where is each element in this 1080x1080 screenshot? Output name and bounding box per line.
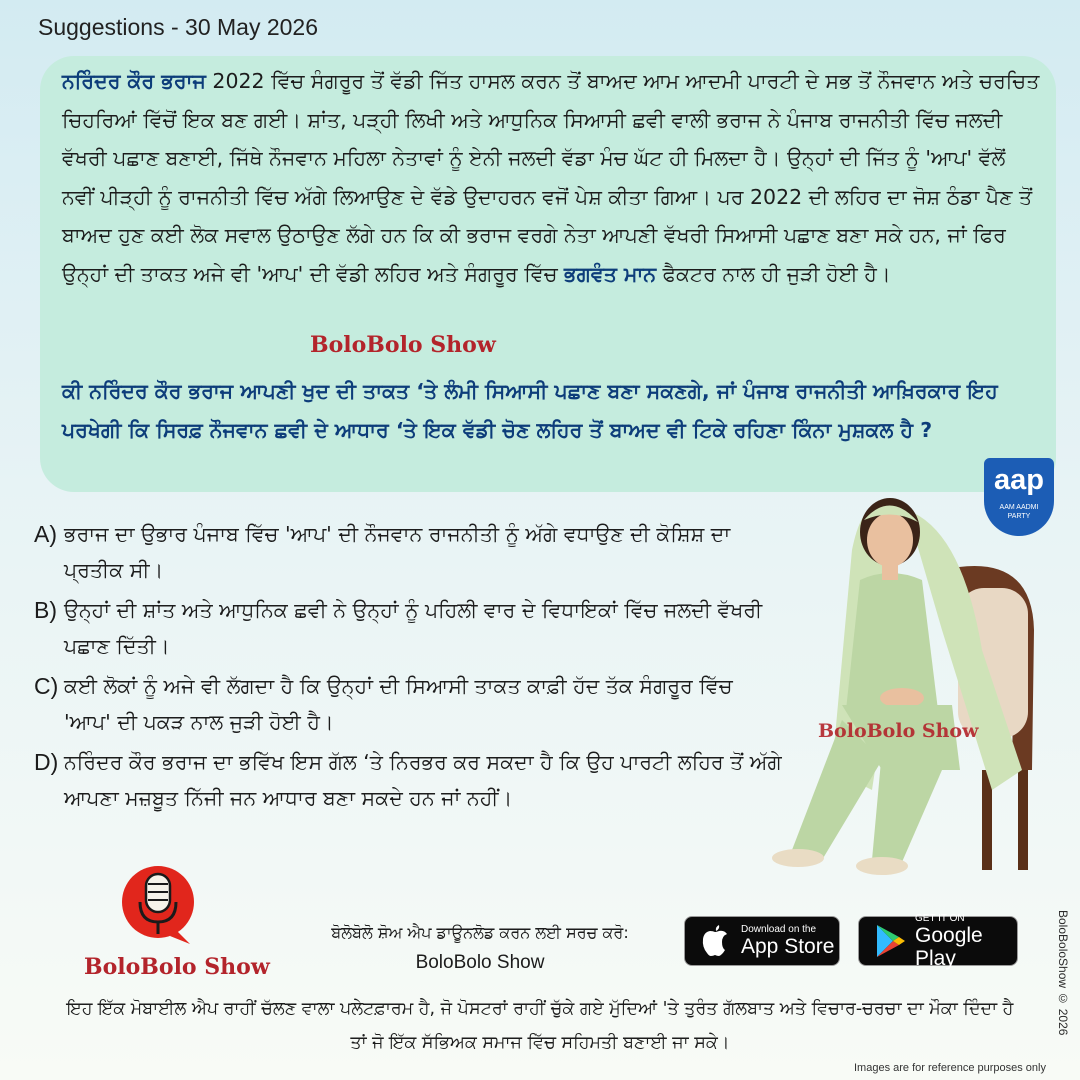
highlight-name: ਭਗਵੰਤ ਮਾਨ [564,261,657,286]
footer-description: ਇਹ ਇੱਕ ਮੋਬਾਈਲ ਐਪ ਰਾਹੀਂ ਚੱਲਣ ਵਾਲਾ ਪਲੇਟਫ਼ਾਰਮ ਹੈ, ਜੋ ਪੋਸਟਰਾਂ ਰਾਹੀਂ ਚੁੱਕੇ ਗਏ ਮੁੱਦਿਆਂ 'ਤੇ ਤੁਰੰਤ ਗੱਲਬਾਤ ਅਤੇ ਵਿਚਾਰ-ਚਰਚਾ ਦਾ ਮੌਕਾ ਦਿੰਦਾ ਹੈ ਤਾਂ ਜੋ ਇੱਕ ਸੱਭਿਅਕ ਸਮਾਜ ਵਿੱਚ ਸਹਿਮਤੀ ਬਣਾਈ ਜਾ ਸਕੇ। [66,999,1014,1053]
option-a[interactable] [34,516,794,588]
microphone-logo-icon [118,864,198,948]
apple-icon [695,921,735,961]
google-play-big-text: Google Play [915,923,983,970]
option-letter: B) [34,597,57,623]
download-instruction: ਬੋਲੋਬੋਲੋ ਸ਼ੋਅ ਐਪ ਡਾਊਨਲੋਡ ਕਰਨ ਲਈ ਸਰਚ ਕਰੋ: [331,923,629,942]
app-store-button[interactable] [684,916,840,966]
google-play-button[interactable] [858,912,1018,970]
header-date: Suggestions - 30 May 2026 [38,14,319,40]
card-watermark: BoloBolo Show [310,332,496,358]
app-store-big-text: App Store [741,935,835,958]
paragraph-text-1: 2022 ਵਿੱਚ ਸੰਗਰੂਰ ਤੋਂ ਵੱਡੀ ਜਿੱਤ ਹਾਸਲ ਕਰਨ ਤੋਂ ਬਾਅਦ ਆਮ ਆਦਮੀ ਪਾਰਟੀ ਦੇ ਸਭ ਤੋਂ ਨੌਜਵਾਨ ਅਤੇ ਚਰਚਿਤ ਚਿਹਰਿਆਂ ਵਿੱਚੋਂ ਇਕ ਬਣ ਗਈ। ਸ਼ਾਂਤ, ਪੜ੍ਹੀ ਲਿਖੀ ਅਤੇ ਆਧੁਨਿਕ ਸਿਆਸੀ ਛਵੀ ਵਾਲੀ ਭਰਾਜ ਨੇ ਪੰਜਾਬ ਰਾਜਨੀਤੀ ਵਿੱਚ ਜਲਦੀ ਵੱਖਰੀ ਪਛਾਣ ਬਣਾਈ, ਜਿੱਥੇ ਨੌਜਵਾਨ ਮਹਿਲਾ ਨੇਤਾਵਾਂ ਨੂੰ ਏਨੀ ਜਲਦੀ ਵੱਡਾ ਮੰਚ ਘੱਟ ਹੀ ਮਿਲਦਾ ਹੈ। ਉਨ੍ਹਾਂ ਦੀ ਜਿੱਤ ਨੂੰ 'ਆਪ' ਵੱਲੋਂ ਨਵੀਂ ਪੀੜ੍ਹੀ ਨੂੰ ਰਾਜਨੀਤੀ ਵਿੱਚ ਅੱਗੇ ਲਿਆਉਣ ਦੇ ਵੱਡੇ ਉਦਾਹਰਨ ਵਜੋਂ ਪੇਸ਼ ਕੀਤਾ ਗਿਆ। ਪਰ 2022 ਦੀ ਲਹਿਰ ਦਾ ਜੋਸ਼ ਠੰਡਾ ਪੈਣ ਤੋਂ ਬਾਅਦ ਹੁਣ ਕਈ ਲੋਕ ਸਵਾਲ ਉਠਾਉਣ ਲੱਗੇ ਹਨ ਕਿ ਕੀ ਭਰਾਜ ਵਰਗੇ ਨੇਤਾ ਆਪਣੀ ਵੱਖਰੀ ਸਿਆਸੀ ਪਛਾਣ ਬਣਾ ਸਕੇ ਹਨ, ਜਾਂ ਫਿਰ ਉਨ੍ਹਾਂ ਦੀ ਤਾਕਤ ਅਜੇ ਵੀ 'ਆਪ' ਦੀ ਵੱਡੀ ਲਹਿਰ ਅਤੇ ਸੰਗਰੂਰ ਵਿੱਚ [62,69,1040,286]
option-letter: D) [34,749,59,775]
reference-note: Images are for reference purposes only [854,1062,1046,1074]
option-text: ਉਨ੍ਹਾਂ ਦੀ ਸ਼ਾਂਤ ਅਤੇ ਆਧੁਨਿਕ ਛਵੀ ਨੇ ਉਨ੍ਹਾਂ ਨੂੰ ਪਹਿਲੀ ਵਾਰ ਦੇ ਵਿਧਾਇਕਾਂ ਵਿੱਚ ਜਲਦੀ ਵੱਖਰੀ ਪਛਾਣ ਦਿੱਤੀ। [64,598,763,658]
brand-name: BoloBolo Show [84,954,270,980]
portrait-watermark: BoloBolo Show [818,720,979,742]
app-store-small-text: Download on the [741,924,817,935]
lead-name: ਨਰਿੰਦਰ ਕੌਰ ਭਰਾਜ [62,69,206,93]
option-text: ਭਰਾਜ ਦਾ ਉਭਾਰ ਪੰਜਾਬ ਵਿੱਚ 'ਆਪ' ਦੀ ਨੌਜਵਾਨ ਰਾਜਨੀਤੀ ਨੂੰ ਅੱਗੇ ਵਧਾਉਣ ਦੀ ਕੋਸ਼ਿਸ਼ ਦਾ ਪ੍ਰਤੀਕ ਸੀ। [64,522,731,582]
option-b[interactable] [34,592,794,664]
options-list [34,516,794,820]
google-play-small-text: GET IT ON [915,912,965,924]
copyright-vertical: BoloBoloShow © 2026 [1056,910,1070,1036]
aap-logo-subtitle-2: PARTY [1007,513,1031,520]
option-d[interactable] [34,744,794,816]
google-play-text [915,913,1017,970]
option-text: ਕਈ ਲੋਕਾਂ ਨੂੰ ਅਜੇ ਵੀ ਲੱਗਦਾ ਹੈ ਕਿ ਉਨ੍ਹਾਂ ਦੀ ਸਿਆਸੀ ਤਾਕਤ ਕਾਫ਼ੀ ਹੱਦ ਤੱਕ ਸੰਗਰੂਰ ਵਿੱਚ 'ਆਪ' ਦੀ ਪਕੜ ਨਾਲ ਜੁੜੀ ਹੋਈ ਹੈ। [64,674,733,734]
poll-question: ਕੀ ਨਰਿੰਦਰ ਕੌਰ ਭਰਾਜ ਆਪਣੀ ਖੁਦ ਦੀ ਤਾਕਤ ‘ਤੇ ਲੰਮੀ ਸਿਆਸੀ ਪਛਾਣ ਬਣਾ ਸਕਣਗੇ, ਜਾਂ ਪੰਜਾਬ ਰਾਜਨੀਤੀ ਆਖ਼ਿਰਕਾਰ ਇਹ ਪਰਖੇਗੀ ਕਿ ਸਿਰਫ਼ ਨੌਜਵਾਨ ਛਵੀ ਦੇ ਆਧਾਰ ‘ਤੇ ਇਕ ਵੱਡੀ ਚੋਣ ਲਹਿਰ ਤੋਂ ਬਾਅਦ ਵੀ ਟਿਕੇ ਰਹਿਣਾ ਕਿੰਨਾ ਮੁਸ਼ਕਲ ਹੈ ? [62,379,998,442]
aap-logo-word: aap [994,464,1044,496]
aap-logo-subtitle-1: AAM AADMI [999,504,1039,511]
option-letter: A) [34,521,57,547]
card-paragraph [62,62,1042,293]
download-app-name: BoloBolo Show [415,952,545,973]
option-letter: C) [34,673,59,699]
app-store-text [741,924,834,958]
download-prompt [290,918,670,978]
option-c[interactable] [34,668,794,740]
paragraph-text-2: ਫੈਕਟਰ ਨਾਲ ਹੀ ਜੁੜੀ ਹੋਈ ਹੈ। [656,261,891,286]
option-text: ਨਰਿੰਦਰ ਕੌਰ ਭਰਾਜ ਦਾ ਭਵਿੱਖ ਇਸ ਗੱਲ ‘ਤੇ ਨਿਰਭਰ ਕਰ ਸਕਦਾ ਹੈ ਕਿ ਉਹ ਪਾਰਟੀ ਲਹਿਰ ਤੋਂ ਅੱਗੇ ਆਪਣਾ ਮਜ਼ਬੂਤ ਨਿੱਜੀ ਜਨ ਆਧਾਰ ਬਣਾ ਸਕਦੇ ਹਨ ਜਾਂ ਨਹੀਂ। [64,750,782,810]
woman-seated-portrait-icon [732,470,1052,890]
google-play-icon [869,921,909,961]
